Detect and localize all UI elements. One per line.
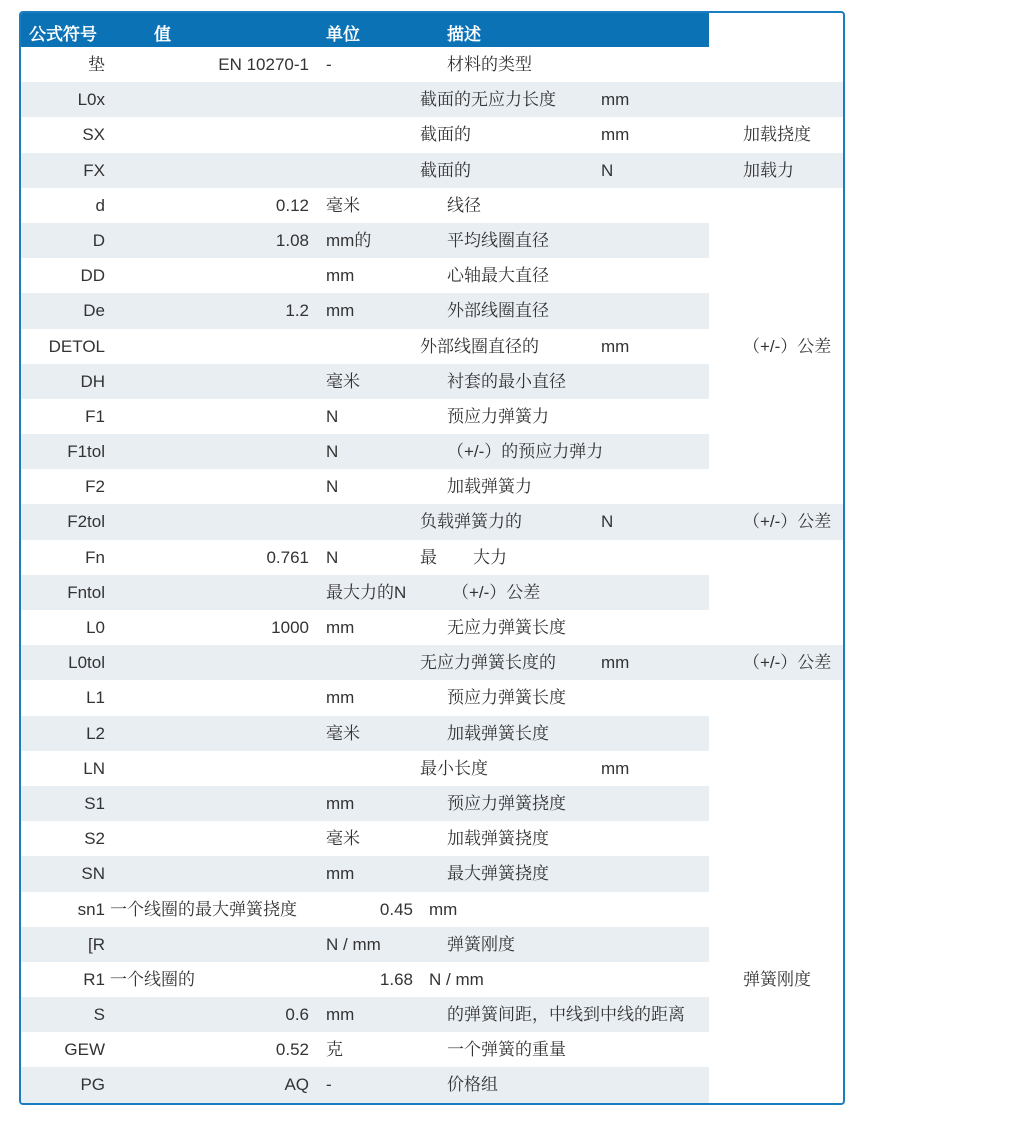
- row-value: 1000: [271, 618, 309, 637]
- row-unit: mm的: [326, 230, 372, 250]
- row-description: 的弹簧间距，中线到中线的距离: [447, 1005, 685, 1025]
- row-unit: mm: [326, 793, 355, 813]
- row-description: 截面的: [420, 160, 471, 180]
- row-value: 0.52: [275, 1040, 309, 1060]
- table-row: [21, 329, 845, 364]
- row-unit: 毫米: [326, 829, 360, 849]
- table-row: [21, 821, 845, 856]
- row-note: （+/-）公差: [743, 653, 832, 673]
- table-row: [21, 680, 845, 715]
- row-description: 加载弹簧挠度: [447, 829, 549, 849]
- row-unit: mm: [326, 618, 355, 637]
- row-symbol: F2: [85, 477, 105, 497]
- row-description: 线径: [447, 195, 481, 215]
- header-value: 值: [154, 25, 171, 44]
- row-symbol: Fntol: [67, 582, 105, 602]
- row-description: 预应力弹簧力: [447, 406, 549, 426]
- row-description: 价格组: [447, 1075, 498, 1095]
- row-note: （+/-）公差: [743, 336, 832, 356]
- row-symbol: F1tol: [67, 442, 105, 462]
- row-note: （+/-）公差: [743, 512, 832, 532]
- row-value: 0.45: [379, 899, 413, 919]
- row-symbol: d: [95, 195, 105, 215]
- row-symbol: De: [83, 301, 105, 321]
- table-row: [21, 1032, 845, 1067]
- row-description: （+/-）的预应力弹力: [447, 442, 604, 462]
- row-symbol: D: [92, 230, 105, 250]
- header-description: 描述: [447, 25, 481, 44]
- table-row: [21, 223, 845, 258]
- row-description: 一个线圈的: [110, 969, 195, 989]
- row-unit: N: [326, 442, 339, 462]
- table-row: [21, 645, 845, 680]
- row-value: 1.68: [379, 969, 413, 989]
- table-row: [21, 47, 845, 82]
- row-value: 0.12: [275, 195, 309, 215]
- row-description: 负载弹簧力的: [420, 512, 522, 532]
- table-row: [21, 540, 845, 575]
- table-row: [21, 469, 845, 504]
- row-symbol: L0tol: [68, 653, 105, 673]
- row-unit: N: [326, 547, 339, 567]
- row-description: 一个弹簧的重量: [447, 1040, 566, 1060]
- row-unit: mm: [326, 688, 355, 708]
- row-value: 0.6: [285, 1005, 309, 1025]
- row-symbol: LN: [83, 758, 105, 778]
- row-note: 加载力: [743, 160, 794, 180]
- row-unit: mm: [601, 653, 630, 673]
- row-note: 弹簧刚度: [743, 969, 811, 989]
- table-row: [21, 962, 845, 997]
- row-symbol: L2: [86, 723, 105, 743]
- row-symbol: SN: [81, 864, 105, 884]
- row-symbol: GEW: [64, 1040, 105, 1060]
- row-note: 加载挠度: [743, 125, 811, 145]
- row-description: 无应力弹簧长度: [447, 618, 566, 637]
- table-row: [21, 575, 845, 610]
- table-row: [21, 504, 845, 539]
- row-description: 加载弹簧长度: [447, 723, 549, 743]
- row-unit: mm: [601, 125, 630, 145]
- row-description: 截面的: [420, 125, 471, 145]
- row-description: 平均线圈直径: [447, 230, 549, 250]
- row-unit: N: [326, 406, 339, 426]
- table-row: [21, 751, 845, 786]
- row-symbol: SX: [82, 125, 105, 145]
- table-row: [21, 258, 845, 293]
- table-row: [21, 188, 845, 223]
- row-description: 弹簧刚度: [447, 934, 515, 954]
- table-row: [21, 892, 845, 927]
- table-row: [21, 434, 845, 469]
- table-row: [21, 856, 845, 891]
- row-value: AQ: [284, 1075, 309, 1095]
- row-unit: 克: [326, 1040, 343, 1060]
- row-unit: mm: [326, 266, 355, 286]
- row-symbol: DETOL: [48, 336, 105, 356]
- header-unit: 单位: [326, 25, 360, 44]
- row-value: 0.761: [266, 547, 309, 567]
- row-note: （+/-）公差: [452, 582, 541, 602]
- row-unit: mm: [601, 758, 630, 778]
- table-row: [21, 364, 845, 399]
- row-symbol: F2tol: [67, 512, 105, 532]
- table-row: [21, 399, 845, 434]
- row-description: 最大力的N: [326, 582, 407, 602]
- row-symbol: L0x: [77, 90, 105, 110]
- row-description: 最大弹簧挠度: [447, 864, 549, 884]
- row-description: 预应力弹簧挠度: [447, 793, 566, 813]
- row-symbol: DH: [80, 371, 105, 391]
- row-description: 心轴最大直径: [447, 266, 549, 286]
- header-symbol: 公式符号: [29, 25, 97, 44]
- row-unit: N: [326, 477, 339, 497]
- row-symbol: sn1: [77, 899, 105, 919]
- table-body: [21, 47, 845, 1103]
- row-symbol: L1: [86, 688, 105, 708]
- row-unit: mm: [601, 336, 630, 356]
- table-row: [21, 786, 845, 821]
- row-symbol: S2: [84, 829, 105, 849]
- row-description: 一个线圈的最大弹簧挠度: [110, 899, 297, 919]
- row-symbol: [R: [88, 934, 105, 954]
- row-unit: mm: [326, 864, 355, 884]
- row-symbol: PG: [80, 1075, 105, 1095]
- row-symbol: L0: [86, 618, 105, 637]
- row-unit: mm: [429, 899, 458, 919]
- row-symbol: FX: [83, 160, 105, 180]
- row-unit: 毫米: [326, 371, 360, 391]
- row-description-part: 最: [420, 547, 437, 567]
- row-unit: -: [326, 1075, 332, 1095]
- row-value: EN 10270-1: [218, 55, 309, 74]
- row-symbol: S1: [84, 793, 105, 813]
- row-unit: mm: [326, 301, 355, 321]
- row-unit: N / mm: [429, 969, 484, 989]
- row-description: 预应力弹簧长度: [447, 688, 566, 708]
- table-row: [21, 82, 845, 117]
- spec-table: [19, 11, 845, 1105]
- row-symbol: R1: [83, 969, 105, 989]
- row-description: 截面的无应力长度: [420, 90, 556, 110]
- row-description: 加载弹簧力: [447, 477, 532, 497]
- row-value: 1.2: [285, 301, 309, 321]
- row-unit: mm: [326, 1005, 355, 1025]
- table-row: [21, 927, 845, 962]
- row-symbol: 垫: [88, 55, 105, 74]
- row-description: 衬套的最小直径: [447, 371, 566, 391]
- row-description-part: 大力: [473, 547, 507, 567]
- row-description: 材料的类型: [447, 55, 532, 74]
- table-row: [21, 997, 845, 1032]
- row-unit: -: [326, 55, 332, 74]
- table-row: [21, 716, 845, 751]
- row-unit: N: [601, 160, 614, 180]
- row-description: 外部线圈直径的: [420, 336, 539, 356]
- row-description: 外部线圈直径: [447, 301, 549, 321]
- row-symbol: DD: [80, 266, 105, 286]
- table-row: [21, 153, 845, 188]
- row-unit: N: [601, 512, 614, 532]
- row-description: 无应力弹簧长度的: [420, 653, 556, 673]
- table-row: [21, 117, 845, 152]
- row-unit: 毫米: [326, 723, 360, 743]
- row-symbol: S: [93, 1005, 105, 1025]
- row-symbol: Fn: [85, 547, 105, 567]
- table-row: [21, 1067, 845, 1102]
- row-value: 1.08: [275, 230, 309, 250]
- row-unit: mm: [601, 90, 630, 110]
- table-header: [21, 13, 709, 47]
- table-row: [21, 610, 845, 645]
- row-symbol: F1: [85, 406, 105, 426]
- row-unit: 毫米: [326, 195, 360, 215]
- table-row: [21, 293, 845, 328]
- row-unit: N / mm: [326, 934, 381, 954]
- row-description: 最小长度: [420, 758, 488, 778]
